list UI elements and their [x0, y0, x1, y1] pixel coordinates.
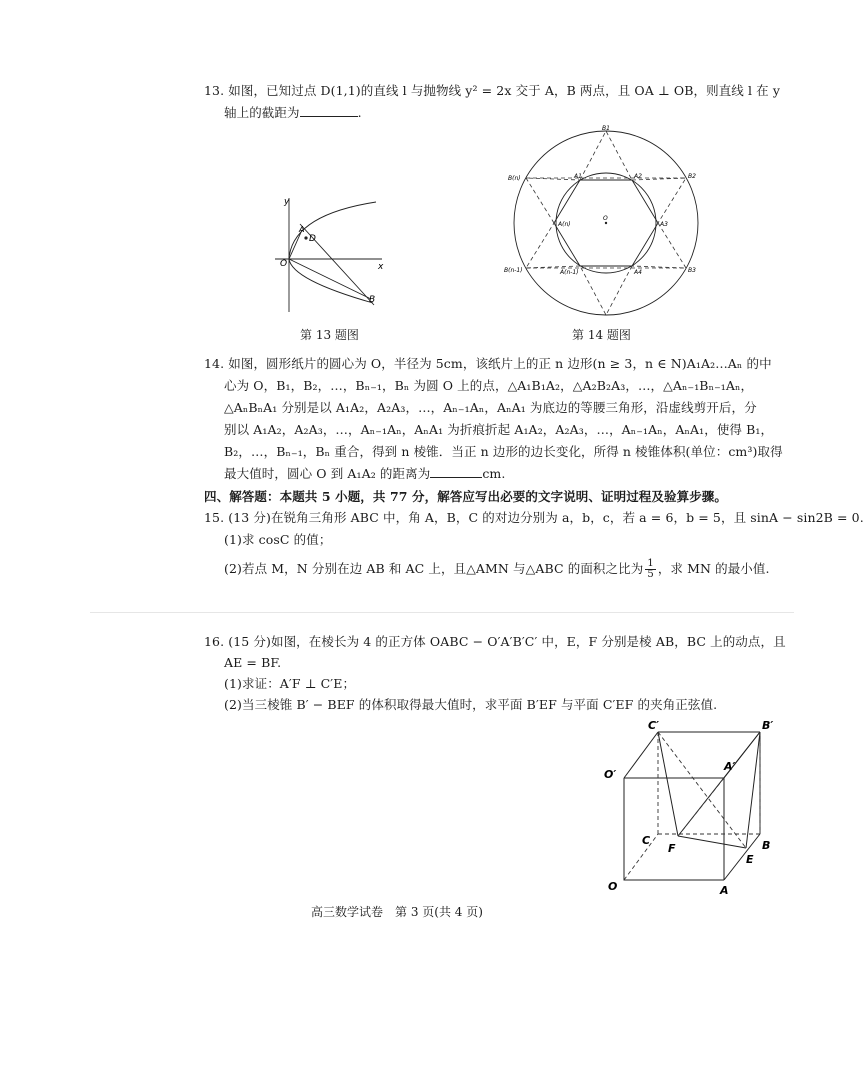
q13-label-O: O — [280, 259, 288, 269]
q14-line4: 别以 A₁A₂，A₂A₃，…，Aₙ₋₁Aₙ，AₙA₁ 为折痕折起 A₁A₂，A₂A₃，…，Aₙ₋₁Aₙ，AₙA₁，使得 B₁， — [224, 422, 774, 437]
q13-line1: 13. 如图，已知过点 D(1,1)的直线 l 与抛物线 y² = 2x 交于 A，B 两点，且 OA ⊥ OB，则直线 l 在 y — [204, 83, 780, 98]
q13-label-A: A — [299, 225, 305, 234]
q13-label-y: y — [284, 197, 290, 207]
q16-hidden-CprimeE — [658, 732, 746, 848]
q13-point-D — [304, 236, 307, 239]
q13-label-B: B — [369, 295, 376, 305]
q15-part1: (1)求 cosC 的值； — [224, 532, 332, 547]
q14-line5: B₂，…，Bₙ₋₁，Bₙ 重合，得到 n 棱锥．当正 n 边形的边长变化，所得 n 棱锥体积(单位：cm³)取得 — [224, 444, 783, 459]
q14-line6 — [224, 465, 505, 482]
q16-label-E: E — [746, 853, 754, 866]
q16-segment-CprimeF — [658, 732, 678, 836]
q13-caption: 第 13 题图 — [300, 328, 359, 342]
q16-segment-FE — [678, 836, 746, 848]
q13-label-x: x — [378, 262, 384, 272]
q13-label-D: D — [309, 234, 316, 244]
q16-label-C: C — [642, 834, 651, 847]
q16-label-B: B — [762, 839, 771, 852]
q14-label-Bn: B(n) — [508, 175, 521, 182]
q15-fraction — [645, 559, 655, 580]
q16-part1: (1)求证：A′F ⊥ C′E； — [224, 676, 356, 691]
q15-line1: 15. (13 分)在锐角三角形 ABC 中，角 A，B，C 的对边分别为 a，b，c，若 a = 6，b = 5，且 sinA − sin2B = 0. — [204, 510, 864, 525]
q16-edge-O-C-top — [624, 732, 658, 778]
q16-label-Oprime: O′ — [604, 768, 617, 781]
q14-figure — [500, 122, 710, 322]
q15-frac-den: 5 — [647, 569, 654, 580]
q14-label-B3: B3 — [688, 267, 696, 274]
q15-part2 — [224, 559, 770, 580]
q16-label-Cprime: C′ — [648, 719, 659, 732]
q14-label-A3: A3 — [660, 221, 668, 228]
q16-hidden-edge-OC — [624, 834, 658, 880]
q16-cube-figure — [596, 718, 786, 896]
q14-label-An: A(n) — [558, 221, 571, 228]
q14-label-B1: B1 — [602, 125, 610, 132]
q14-label-A2: A2 — [634, 173, 642, 180]
q13-line2 — [224, 104, 362, 121]
q14-line3: △AₙBₙA₁ 分别是以 A₁A₂，A₂A₃，…，Aₙ₋₁Aₙ，AₙA₁ 为底边的等腰三角形，沿虚线剪开后，分 — [224, 400, 757, 415]
q13-segment-OB — [289, 259, 371, 299]
q16-segment-BprimeE — [746, 732, 760, 848]
q14-answer-blank — [430, 465, 482, 478]
q14-center-dot — [605, 222, 607, 224]
q13-figure — [270, 190, 390, 320]
q15-frac-num: 1 — [647, 558, 654, 569]
q15-part2-text-b: ，求 MN 的最小值. — [657, 561, 770, 576]
q14-line6-end: cm. — [482, 466, 506, 481]
q14-caption: 第 14 题图 — [572, 328, 631, 342]
q14-line1: 14. 如图，圆形纸片的圆心为 O，半径为 5cm，该纸片上的正 n 边形(n ≥ 3，n ∈ N)A₁A₂…Aₙ 的中 — [204, 356, 772, 371]
q13-line2-text: 轴上的截距为 — [224, 105, 300, 120]
q16-line1: 16. (15 分)如图，在棱长为 4 的正方体 OABC − O′A′B′C′ 中，E，F 分别是棱 AB，BC 上的动点，且 — [204, 634, 786, 649]
q14-line2: 心为 O，B₁，B₂，…，Bₙ₋₁，Bₙ 为圆 O 上的点，△A₁B₁A₂，△A₂B₂A₃，…，△Aₙ₋₁Bₙ₋₁Aₙ， — [224, 378, 754, 393]
q14-label-A4: A4 — [634, 269, 642, 276]
q16-label-F: F — [668, 842, 676, 855]
q15-part2-text-a: (2)若点 M，N 分别在边 AB 和 AC 上，且△AMN 与△ABC 的面积之比为 — [224, 561, 644, 576]
q14-label-Bn1: B(n-1) — [504, 267, 523, 274]
q16-label-A: A — [720, 884, 729, 897]
q14-label-O: O — [603, 215, 608, 222]
q14-label-A1: A1 — [574, 173, 582, 180]
q14-label-B2: B2 — [688, 173, 696, 180]
q14-label-An1: A(n-1) — [560, 269, 579, 276]
q13-answer-blank — [300, 104, 358, 117]
q16-line2: AE = BF. — [224, 655, 282, 670]
q13-segment-OA — [289, 230, 302, 259]
q16-label-Aprime: A′ — [724, 760, 736, 773]
page-fold-line — [90, 612, 794, 613]
q16-label-O: O — [608, 880, 618, 893]
q16-front-left-bottom — [624, 778, 724, 880]
q14-line6-text: 最大值时，圆心 O 到 A₁A₂ 的距离为 — [224, 466, 431, 481]
page-footer: 高三数学试卷 第 3 页(共 4 页) — [311, 905, 483, 919]
q13-line2-end: . — [357, 105, 362, 120]
section-4-heading: 四、解答题：本题共 5 小题，共 77 分，解答应写出必要的文字说明、证明过程及验算步骤。 — [204, 489, 728, 504]
q16-part2: (2)当三棱锥 B′ − BEF 的体积取得最大值时，求平面 B′EF 与平面 C′EF 的夹角正弦值. — [224, 697, 718, 712]
q16-label-Bprime: B′ — [762, 719, 774, 732]
q16-edge-AB — [724, 834, 760, 880]
